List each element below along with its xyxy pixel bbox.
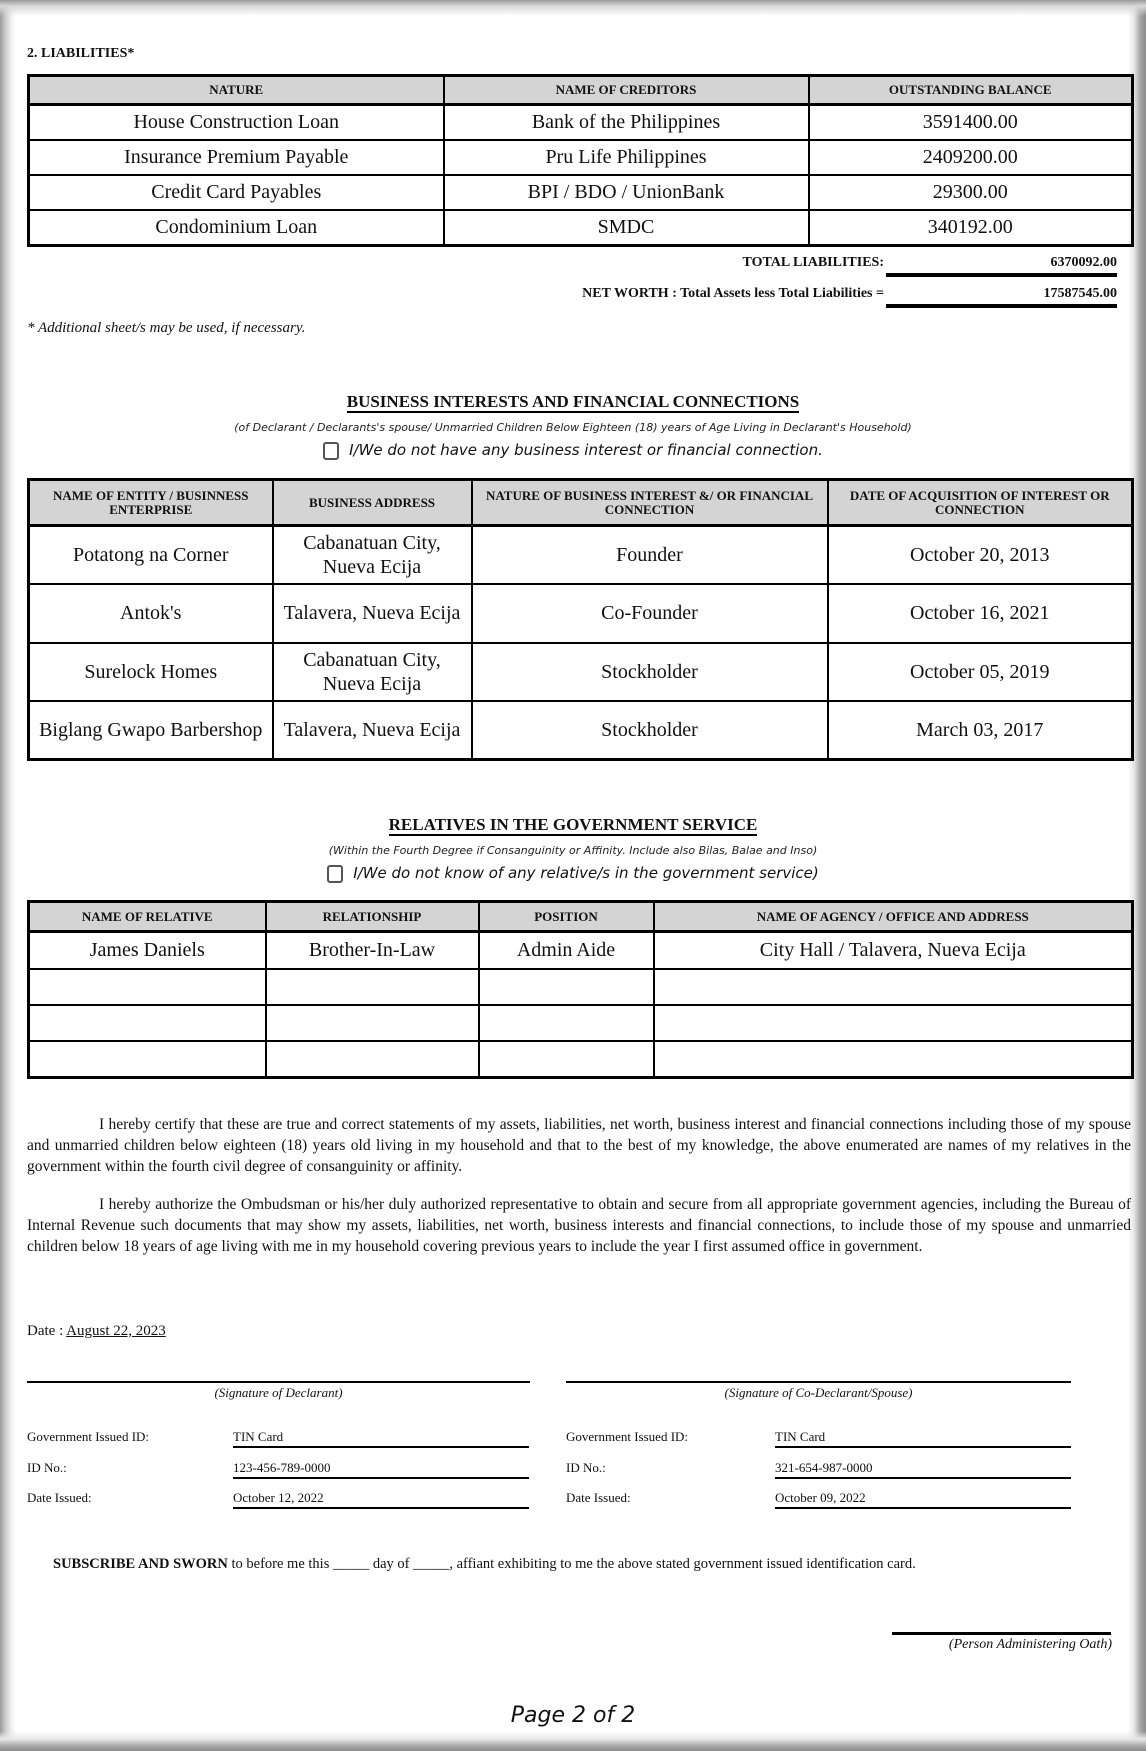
spouse-signature-caption: (Signature of Co-Declarant/Spouse)	[724, 1385, 913, 1400]
business-address: Talavera, Nueva Ecija	[273, 584, 472, 643]
declarant-gov-id-value: TIN Card	[233, 1429, 529, 1448]
declarant-id-no-label: ID No.:	[27, 1460, 67, 1475]
business-interest-nature: Stockholder	[472, 643, 828, 701]
spouse-gov-id-value: TIN Card	[775, 1429, 1071, 1448]
liability-nature: House Construction Loan	[29, 105, 444, 140]
column-header: RELATIONSHIP	[266, 902, 479, 932]
column-header: NAME OF AGENCY / OFFICE AND ADDRESS	[654, 902, 1133, 932]
declarant-date-issued-label: Date Issued:	[27, 1490, 92, 1505]
column-header: OUTSTANDING BALANCE	[809, 76, 1133, 105]
no-relatives-checkbox[interactable]	[327, 865, 343, 883]
business-address: Cabanatuan City, Nueva Ecija	[273, 526, 472, 584]
column-header: DATE OF ACQUISITION OF INTEREST OR CONNECTION	[828, 480, 1133, 526]
acquisition-date: October 20, 2013	[828, 526, 1133, 584]
authorization-paragraph: I hereby authorize the Ombudsman or his/her duly authorized representative to obtain and secure from all appropriate government agencies, including the Bureau of Internal Revenue such documents that may show my assets, liabilities, net worth, business interests and financial connections, to include those of my spouse and unmarried children below 18 years of age living with me in my household covering previous years to include the year I first assumed office in government.	[27, 1196, 1131, 1255]
spouse-id-no-value: 321-654-987-0000	[775, 1460, 1071, 1479]
liability-balance: 2409200.00	[809, 140, 1133, 175]
oath-statement	[27, 1553, 1117, 1575]
declarant-gov-id-label: Government Issued ID:	[27, 1429, 150, 1444]
table-row	[29, 1041, 1133, 1078]
spouse-date-issued-value: October 09, 2022	[775, 1490, 1071, 1509]
table-row	[29, 1005, 1133, 1041]
liability-balance: 29300.00	[809, 175, 1133, 210]
table-row	[29, 210, 1133, 246]
liability-creditor: Pru Life Philippines	[444, 140, 809, 175]
spouse-gov-id-label: Government Issued ID:	[566, 1429, 689, 1444]
liability-nature: Credit Card Payables	[29, 175, 444, 210]
entity-name: Potatong na Corner	[29, 526, 273, 584]
liability-creditor: SMDC	[444, 210, 809, 246]
spouse-date-issued-label: Date Issued:	[566, 1490, 631, 1505]
no-business-interest-option[interactable]	[0, 441, 1146, 460]
liability-creditor: Bank of the Philippines	[444, 105, 809, 140]
business-interest-nature: Founder	[472, 526, 828, 584]
certification-paragraph: I hereby certify that these are true and correct statements of my assets, liabilities, net worth, business interest and financial connections including those of my spouse and unmarried children below eighteen (18) years old living in my household and that to the best of my knowledge, the above enumerated are names of my relatives in the government within the fourth civil degree of consanguinity or affinity.	[27, 1116, 1131, 1175]
net-worth-label: NET WORTH : Total Assets less Total Liabilities =	[582, 286, 884, 301]
date-label: Date :	[27, 1323, 64, 1339]
column-header: NATURE OF BUSINESS INTEREST &/ OR FINANCIAL CONNECTION	[472, 480, 828, 526]
declarant-signature-line	[27, 1381, 530, 1383]
liabilities-table	[27, 74, 1134, 247]
relative-position: Admin Aide	[479, 932, 654, 969]
column-header: NAME OF ENTITY / BUSINNESS ENTERPRISE	[29, 480, 273, 526]
date-row	[27, 1323, 166, 1340]
acquisition-date: October 16, 2021	[828, 584, 1133, 643]
acquisition-date: March 03, 2017	[828, 701, 1133, 760]
oath-text: to before me this _____ day of _____, affiant exhibiting to me the above stated government issued identification card.	[227, 1556, 916, 1572]
relative-relationship	[266, 1041, 479, 1078]
table-row	[29, 175, 1133, 210]
business-address: Talavera, Nueva Ecija	[273, 701, 472, 760]
relative-name	[29, 1005, 266, 1041]
relative-relationship	[266, 969, 479, 1005]
liability-nature: Condominium Loan	[29, 210, 444, 246]
relative-name	[29, 969, 266, 1005]
column-header: NAME OF RELATIVE	[29, 902, 266, 932]
spouse-signature-line	[566, 1381, 1071, 1383]
oath-signature-caption: (Person Administering Oath)	[948, 1637, 1112, 1652]
table-row	[29, 932, 1133, 969]
business-interest-nature: Stockholder	[472, 701, 828, 760]
liability-nature: Insurance Premium Payable	[29, 140, 444, 175]
relative-agency	[654, 1005, 1133, 1041]
total-liabilities-value: 6370092.00	[886, 255, 1117, 277]
table-row	[29, 643, 1133, 701]
table-row	[29, 105, 1133, 140]
total-liabilities-label: TOTAL LIABILITIES:	[742, 255, 884, 270]
column-header: NATURE	[29, 76, 444, 105]
business-address: Cabanatuan City, Nueva Ecija	[273, 643, 472, 701]
business-section-subtitle: (of Declarant / Declarants's spouse/ Unmarried Children Below Eighteen (18) years of Age Living in Declarant's Household)	[234, 421, 912, 434]
entity-name: Antok's	[29, 584, 273, 643]
additional-sheet-note: * Additional sheet/s may be used, if necessary.	[27, 320, 306, 336]
spouse-id-no-label: ID No.:	[566, 1460, 606, 1475]
relative-name: James Daniels	[29, 932, 266, 969]
net-worth-value: 17587545.00	[886, 286, 1117, 308]
no-relatives-option[interactable]	[0, 864, 1146, 883]
entity-name: Surelock Homes	[29, 643, 273, 701]
acquisition-date: October 05, 2019	[828, 643, 1133, 701]
liability-balance: 340192.00	[809, 210, 1133, 246]
liability-creditor: BPI / BDO / UnionBank	[444, 175, 809, 210]
relatives-section-title: RELATIVES IN THE GOVERNMENT SERVICE	[388, 815, 758, 834]
relatives-table	[27, 900, 1134, 1079]
relative-relationship	[266, 1005, 479, 1041]
entity-name: Biglang Gwapo Barbershop	[29, 701, 273, 760]
business-interests-table	[27, 478, 1134, 761]
relative-agency	[654, 969, 1133, 1005]
table-row	[29, 140, 1133, 175]
declarant-date-issued-value: October 12, 2022	[233, 1490, 529, 1509]
relatives-section-subtitle: (Within the Fourth Degree if Consanguinity or Affinity. Include also Bilas, Balae and Inso)	[328, 844, 818, 857]
no-relatives-label: I/We do not know of any relative/s in the government service)	[353, 864, 819, 882]
relative-agency: City Hall / Talavera, Nueva Ecija	[654, 932, 1133, 969]
table-row	[29, 584, 1133, 643]
oath-signature-line	[892, 1632, 1111, 1635]
relative-position	[479, 969, 654, 1005]
declarant-id-no-value: 123-456-789-0000	[233, 1460, 529, 1479]
relative-position	[479, 1041, 654, 1078]
business-section-title: BUSINESS INTERESTS AND FINANCIAL CONNECTIONS	[346, 392, 800, 411]
declarant-signature-caption: (Signature of Declarant)	[214, 1385, 343, 1400]
page-number: Page 2 of 2	[510, 1703, 636, 1728]
relative-name	[29, 1041, 266, 1078]
column-header: POSITION	[479, 902, 654, 932]
liability-balance: 3591400.00	[809, 105, 1133, 140]
relative-agency	[654, 1041, 1133, 1078]
relative-position	[479, 1005, 654, 1041]
table-row	[29, 701, 1133, 760]
table-row	[29, 526, 1133, 584]
table-row	[29, 969, 1133, 1005]
relative-relationship: Brother-In-Law	[266, 932, 479, 969]
column-header: NAME OF CREDITORS	[444, 76, 809, 105]
date-value: August 22, 2023	[66, 1323, 166, 1339]
business-interest-nature: Co-Founder	[472, 584, 828, 643]
no-business-interest-label: I/We do not have any business interest or financial connection.	[349, 441, 823, 459]
liabilities-title: 2. LIABILITIES*	[27, 46, 135, 61]
no-business-interest-checkbox[interactable]	[323, 442, 339, 460]
column-header: BUSINESS ADDRESS	[273, 480, 472, 526]
oath-lead: SUBSCRIBE AND SWORN	[53, 1556, 228, 1572]
